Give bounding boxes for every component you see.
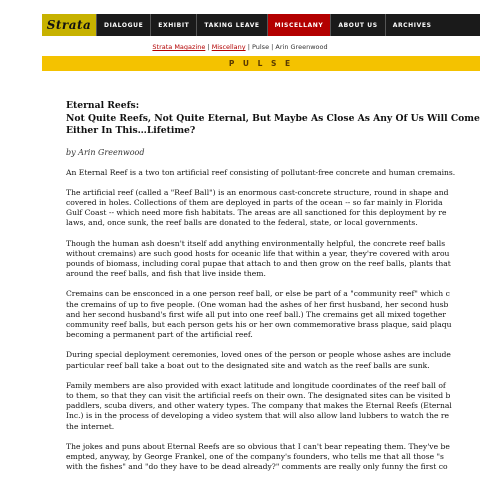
paragraph-line: and her second husband's first wife all put into one reef ball.) The cremains get all mixed together xyxy=(66,309,446,319)
paragraph-line: particular reef ball take a boat out to the designated site and watch as the reef balls are sunk. xyxy=(66,360,430,370)
article xyxy=(66,100,480,472)
breadcrumb-separator: | xyxy=(245,43,252,51)
paragraph-line: covered in holes. Collections of them are deployed in parts of the ocean -- so far mainly in Florida xyxy=(66,197,443,207)
breadcrumb-separator: | xyxy=(269,43,276,51)
article-paragraph xyxy=(66,350,480,370)
article-paragraph xyxy=(66,289,480,340)
paragraph-line: Inc.) is in the process of developing a video system that will also allow land lubbers to watch the re xyxy=(66,411,449,421)
paragraph-line: An Eternal Reef is a two ton artificial reef consisting of pollutant-free concrete and human cremains. xyxy=(66,167,456,177)
top-navigation-bar xyxy=(42,14,480,36)
title-line: Either In This…Lifetime? xyxy=(66,125,196,136)
title-line: Eternal Reefs: xyxy=(66,100,140,111)
breadcrumb-current-page: Pulse xyxy=(251,43,270,51)
paragraph-line: community reef balls, but each person gets his or her own commemorative brass plaque, said plaqu xyxy=(66,319,452,329)
article-title xyxy=(66,100,480,138)
paragraph-line: pounds of biomass, including coral pupae that attach to and then grow on the reef balls, plants that xyxy=(66,258,451,268)
paragraph-line: empted, anyway, by George Frankel, one of the company's founders, who tells me that all those "s xyxy=(66,451,444,461)
breadcrumb-link-strata-magazine[interactable]: Strata Magazine xyxy=(152,43,206,51)
nav-item-about-us[interactable]: ABOUT US xyxy=(330,14,384,36)
paragraph-line: the internet. xyxy=(66,421,115,431)
paragraph-line: becoming a permanent part of the artificial reef. xyxy=(66,330,253,340)
paragraph-line: paddlers, scuba divers, and other watery types. The company that makes the Eternal Reefs (Eternal xyxy=(66,401,452,411)
paragraph-line: around the reef balls, and fish that live inside them. xyxy=(66,269,266,279)
nav-item-exhibit[interactable]: EXHIBIT xyxy=(150,14,196,36)
nav-item-taking-leave[interactable]: TAKING LEAVE xyxy=(196,14,266,36)
paragraph-line: Family members are also provided with exact latitude and longitude coordinates of the reef ball of xyxy=(66,380,446,390)
paragraph-line: The artificial reef (called a "Reef Ball") is an enormous cast-concrete structure, round in shape and xyxy=(66,187,449,197)
paragraph-line: During special deployment ceremonies, loved ones of the person or people whose ashes are include xyxy=(66,350,451,360)
breadcrumb xyxy=(0,43,480,51)
breadcrumb-author: Arin Greenwood xyxy=(275,43,328,51)
section-banner-pulse: P U L S E xyxy=(42,56,480,71)
article-paragraph xyxy=(66,168,480,178)
paragraph-line: The jokes and puns about Eternal Reefs are so obvious that I can't bear repeating them. They've be xyxy=(66,441,450,451)
nav-item-dialogue[interactable]: DIALOGUE xyxy=(96,14,150,36)
article-paragraph xyxy=(66,239,480,280)
paragraph-line: Though the human ash doesn't itself add anything environmentally helpful, the concrete reef balls xyxy=(66,238,446,248)
paragraph-line: without cremains) are such good hosts for oceanic life that within a year, they're covered with arou xyxy=(66,248,450,258)
paragraph-line: with the fishes" and "do they have to be dead already?" comments are really only funny the first co xyxy=(66,462,448,472)
breadcrumb-link-miscellany[interactable]: Miscellany xyxy=(211,43,246,51)
strata-logo[interactable]: Strata xyxy=(42,14,96,36)
article-paragraph xyxy=(66,381,480,432)
paragraph-line: Cremains can be ensconced in a one person reef ball, or else be part of a "community reef" which c xyxy=(66,289,450,299)
paragraph-line: the cremains of up to five people. (One woman had the ashes of her first husband, her second husb xyxy=(66,299,449,309)
breadcrumb-separator: | xyxy=(205,43,212,51)
paragraph-line: to them, so that they can visit the artificial reefs on their own. The designated sites can be visited b xyxy=(66,390,451,400)
nav-item-miscellany[interactable]: MISCELLANY xyxy=(267,14,331,36)
paragraph-line: laws, and, once sunk, the reef balls are donated to the federal, state, or local governments. xyxy=(66,218,418,228)
article-byline: by Arin Greenwood xyxy=(66,147,145,157)
nav-item-archives[interactable]: ARCHIVES xyxy=(385,14,439,36)
paragraph-line: Gulf Coast -- which need more fish habitats. The areas are all sanctioned for this deployment by re xyxy=(66,208,447,218)
article-paragraph xyxy=(66,188,480,229)
article-paragraph xyxy=(66,442,480,473)
title-line: Not Quite Reefs, Not Quite Eternal, But Maybe As Close As Any Of Us Will Come xyxy=(66,112,480,124)
